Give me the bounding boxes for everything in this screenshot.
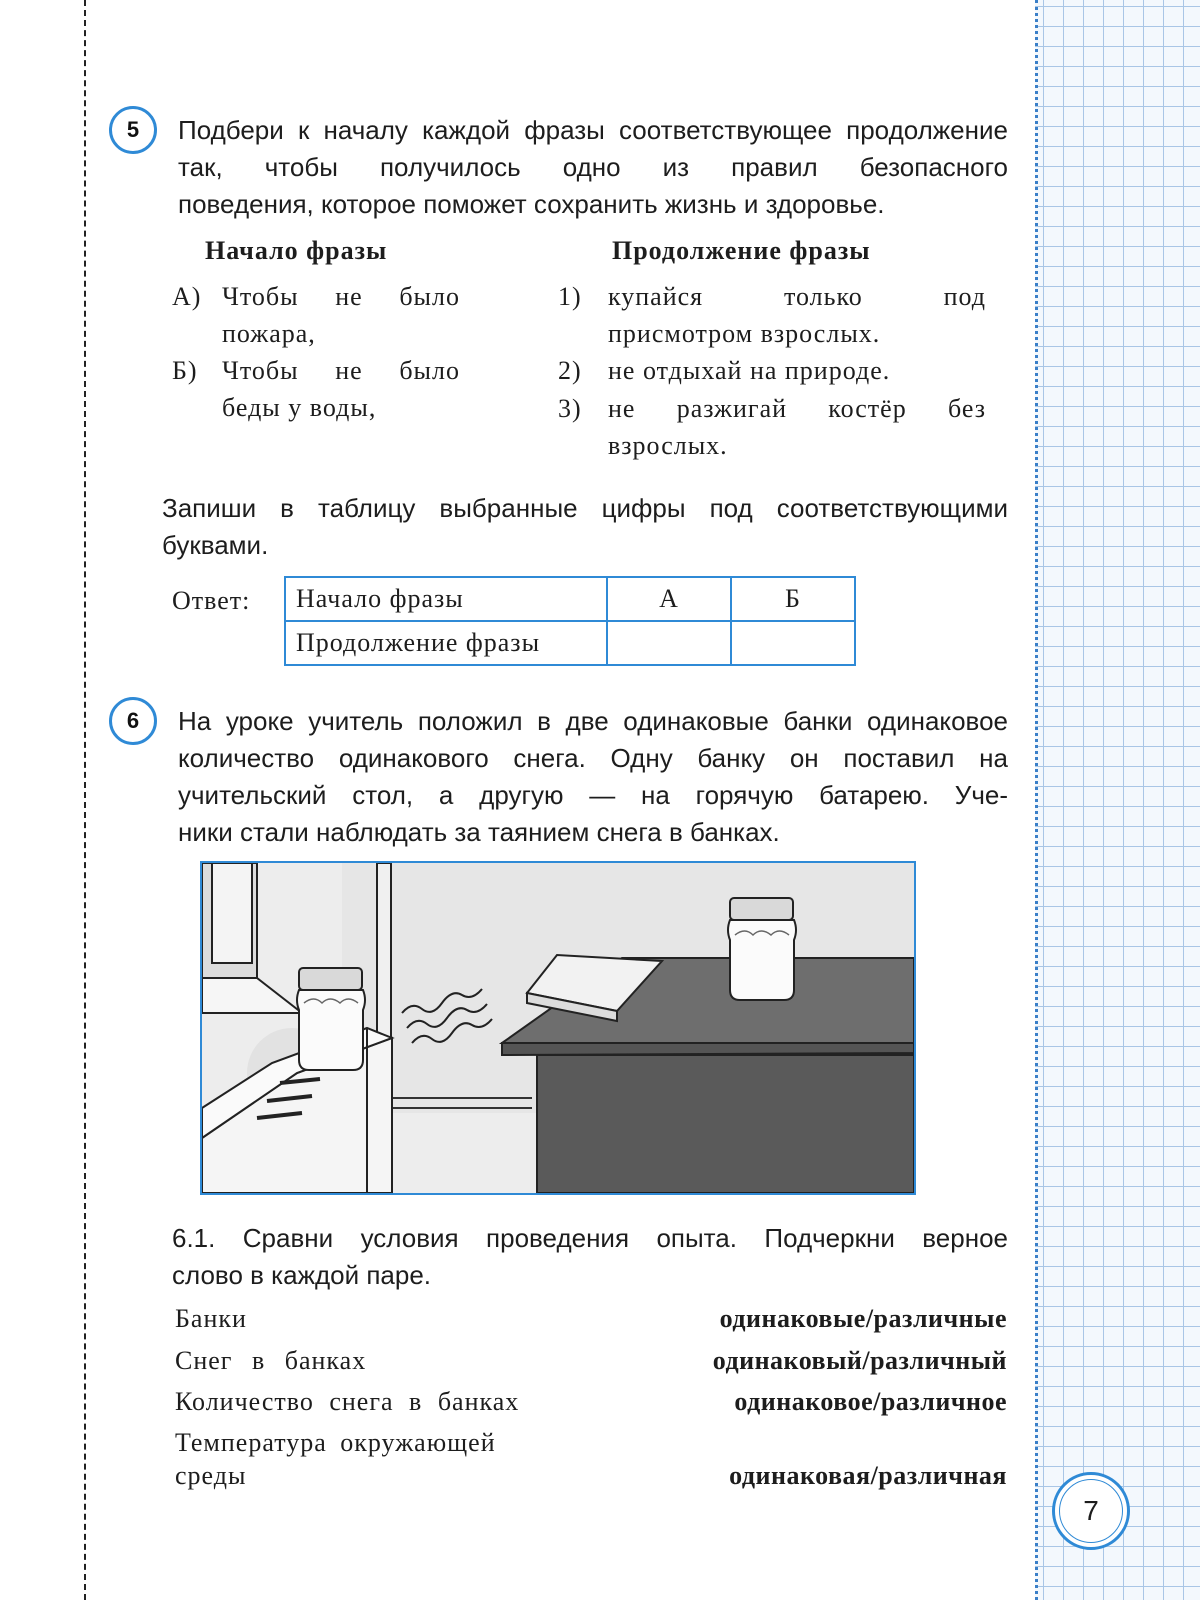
phrase-end-1 (558, 278, 986, 352)
phrase-start-b (172, 352, 460, 426)
phrase-end-2-label: 2) (558, 356, 582, 385)
experiment-illustration (200, 861, 916, 1195)
column-head-end: Продолжение фразы (612, 236, 871, 265)
task-5-text-last: поведения, которое поможет сохранить жизнь и здоровье. (178, 189, 885, 219)
pair-jars-label: Банки (175, 1304, 247, 1333)
pair-snow-amount-options[interactable]: одинаковое/различное (734, 1387, 1007, 1416)
answer-table-col-a: А (607, 577, 731, 621)
answer-label: Ответ: (172, 586, 251, 615)
phrase-end-3-text: не разжигай костёр без взрослых. (608, 394, 986, 460)
pair-snow-amount-label: Количество снега в банках (175, 1387, 520, 1416)
task-6-text (178, 703, 1008, 851)
column-head-start: Начало фразы (205, 236, 388, 265)
answer-table-row2-head: Продолжение фразы (285, 621, 607, 665)
answer-cell-a[interactable] (607, 621, 731, 665)
cut-line (84, 0, 86, 1600)
pair-temperature-label: Температура окружающей среды (175, 1428, 496, 1490)
task-6-text-last: ники стали наблюдать за таянием снега в банках. (178, 817, 780, 847)
task-6-1-question (172, 1220, 1008, 1294)
task-5-number: 5 (109, 106, 157, 154)
page-number: 7 (1052, 1472, 1130, 1550)
pair-snow-amount (175, 1385, 1007, 1418)
jar-on-radiator (297, 968, 365, 1070)
answer-table-col-b: Б (731, 577, 855, 621)
graph-paper-margin (1035, 0, 1200, 1600)
phrase-end-3-label: 3) (558, 394, 582, 423)
answer-table-row1-head: Начало фразы (285, 577, 607, 621)
task-6-text-body: На уроке учитель положил в две одинаковые банки одинаковое количество одинакового снега. Одну банку он поставил на учительский стол, а другую — на горячую батарею. Уче- (178, 706, 1008, 810)
margin-dotted-line (1035, 0, 1038, 1600)
phrase-end-3 (558, 390, 986, 464)
pair-snow-options[interactable]: одинаковый/различный (712, 1346, 1007, 1375)
phrase-start-b-text: Чтобы не было беды у воды, (222, 356, 460, 422)
pair-jars (175, 1302, 1007, 1335)
task-6-1-question-last: слово в каждой паре. (172, 1260, 432, 1290)
jar-on-desk (728, 898, 796, 1000)
pair-snow-label: Снег в банках (175, 1346, 367, 1375)
phrase-end-2-text: не отдыхай на природе. (608, 356, 891, 385)
phrase-end-2 (558, 352, 986, 389)
classroom-scene (202, 863, 914, 1193)
task-5-instruction (162, 490, 1008, 564)
phrase-end-1-label: 1) (558, 282, 582, 311)
pair-jars-options[interactable]: одинаковые/различные (719, 1304, 1007, 1333)
task-5-instruction-last: буквами. (162, 530, 269, 560)
phrase-start-a-label: А) (172, 282, 202, 311)
phrase-start-a-text: Чтобы не было пожара, (222, 282, 460, 348)
task-6-number: 6 (109, 697, 157, 745)
answer-cell-b[interactable] (731, 621, 855, 665)
task-6-1-question-body: 6.1. Сравни условия проведения опыта. Подчеркни верное (172, 1223, 1008, 1253)
pair-temperature-options[interactable]: одинаковая/различная (729, 1461, 1007, 1490)
phrase-end-1-text: купайся только под присмотром взрослых. (608, 282, 986, 348)
answer-table (284, 576, 856, 666)
pair-temperature (175, 1426, 1007, 1492)
phrase-start-b-label: Б) (172, 356, 198, 385)
task-5-instruction-body: Запиши в таблицу выбранные цифры под соответствующими (162, 493, 1008, 523)
phrase-start-a (172, 278, 460, 352)
pair-snow (175, 1344, 1007, 1377)
task-5-text (178, 112, 1008, 223)
task-5-text-body: Подбери к началу каждой фразы соответствующее продолжение так, чтобы получилось одно из правил безопасного (178, 115, 1008, 182)
